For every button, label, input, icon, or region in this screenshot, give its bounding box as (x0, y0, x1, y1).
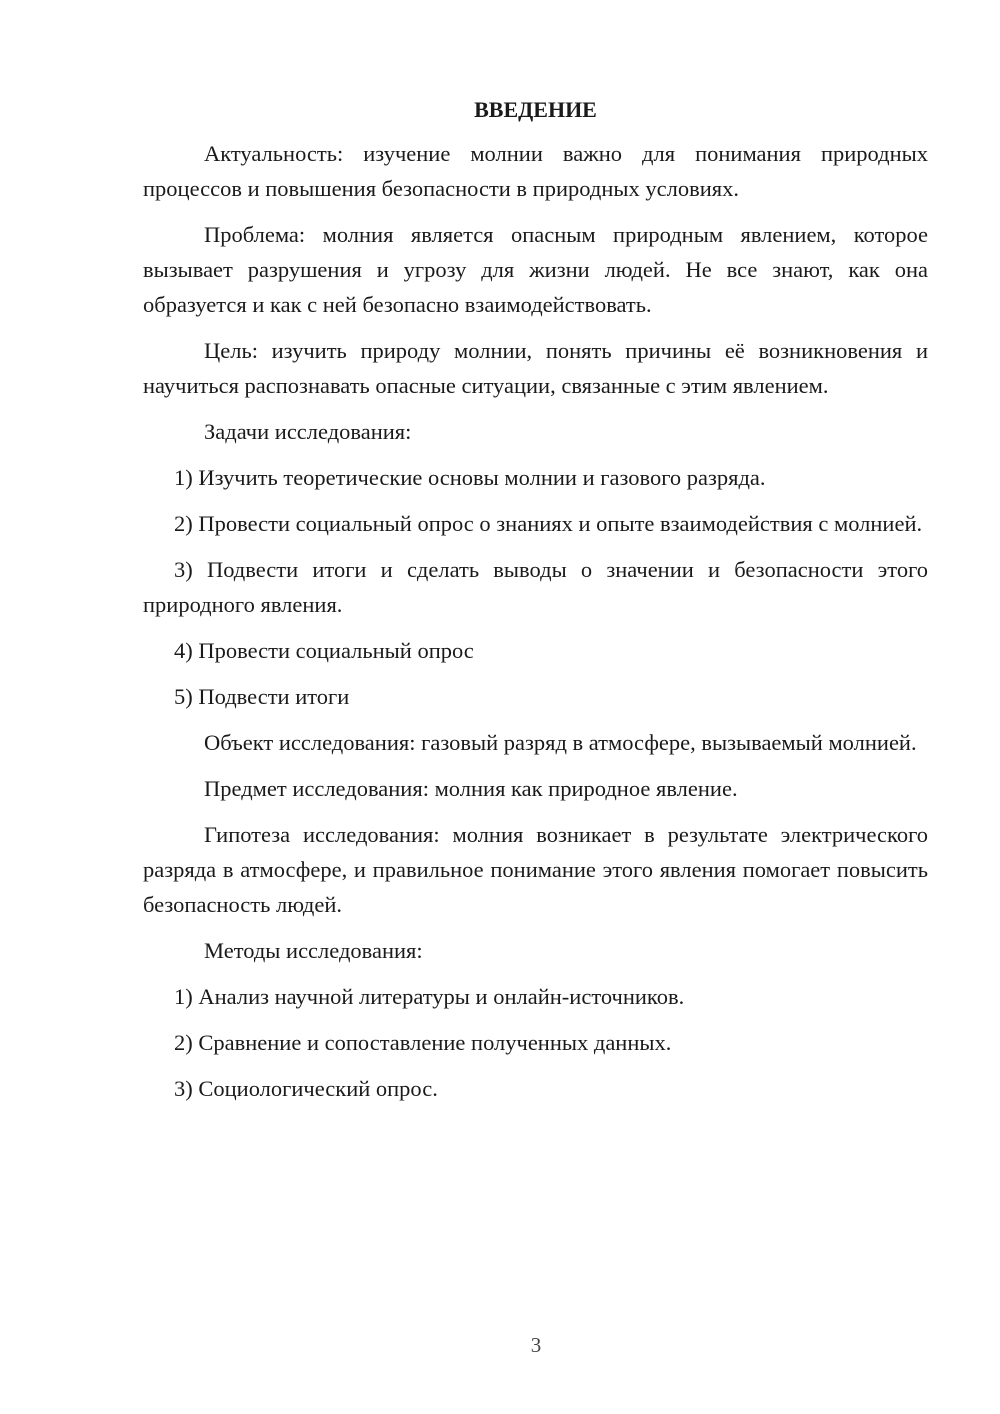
task-item: 4) Провести социальный опрос (174, 638, 474, 663)
hypothesis-paragraph: Гипотеза исследования: молния возникает в результате электрического разряда в атмосфере, и правильное понимание этого явления помогает повысить безопасность людей. (143, 822, 928, 917)
method-item: 1) Анализ научной литературы и онлайн-источников. (174, 984, 685, 1009)
tasks-heading: Задачи исследования: (204, 419, 412, 444)
section-title: ВВЕДЕНИЕ (474, 97, 597, 122)
object-paragraph: Объект исследования: газовый разряд в атмосфере, вызываемый молнией. (204, 730, 917, 755)
task-item: 3) Подвести итоги и сделать выводы о значении и безопасности этого природного явления. (143, 557, 928, 617)
method-item: 2) Сравнение и сопоставление полученных данных. (174, 1030, 672, 1055)
subject-paragraph: Предмет исследования: молния как природное явление. (204, 776, 738, 801)
relevance-paragraph: Актуальность: изучение молнии важно для понимания природных процессов и повышения безопасности в природных условиях. (143, 141, 928, 201)
goal-paragraph: Цель: изучить природу молнии, понять причины её возникновения и научиться распознавать опасные ситуации, связанные с этим явлением. (143, 338, 928, 398)
problem-paragraph: Проблема: молния является опасным природным явлением, которое вызывает разрушения и угрозу для жизни людей. Не все знают, как она образуется и как с ней безопасно взаимодействовать. (143, 222, 928, 317)
task-item: 5) Подвести итоги (174, 684, 350, 709)
method-item: 3) Социологический опрос. (174, 1076, 438, 1101)
task-item: 1) Изучить теоретические основы молнии и газового разряда. (174, 465, 766, 490)
methods-heading: Методы исследования: (204, 938, 423, 963)
task-item: 2) Провести социальный опрос о знаниях и опыте взаимодействия с молнией. (174, 511, 923, 536)
page-number: 3 (530, 1333, 542, 1357)
document-page (143, 92, 928, 1117)
